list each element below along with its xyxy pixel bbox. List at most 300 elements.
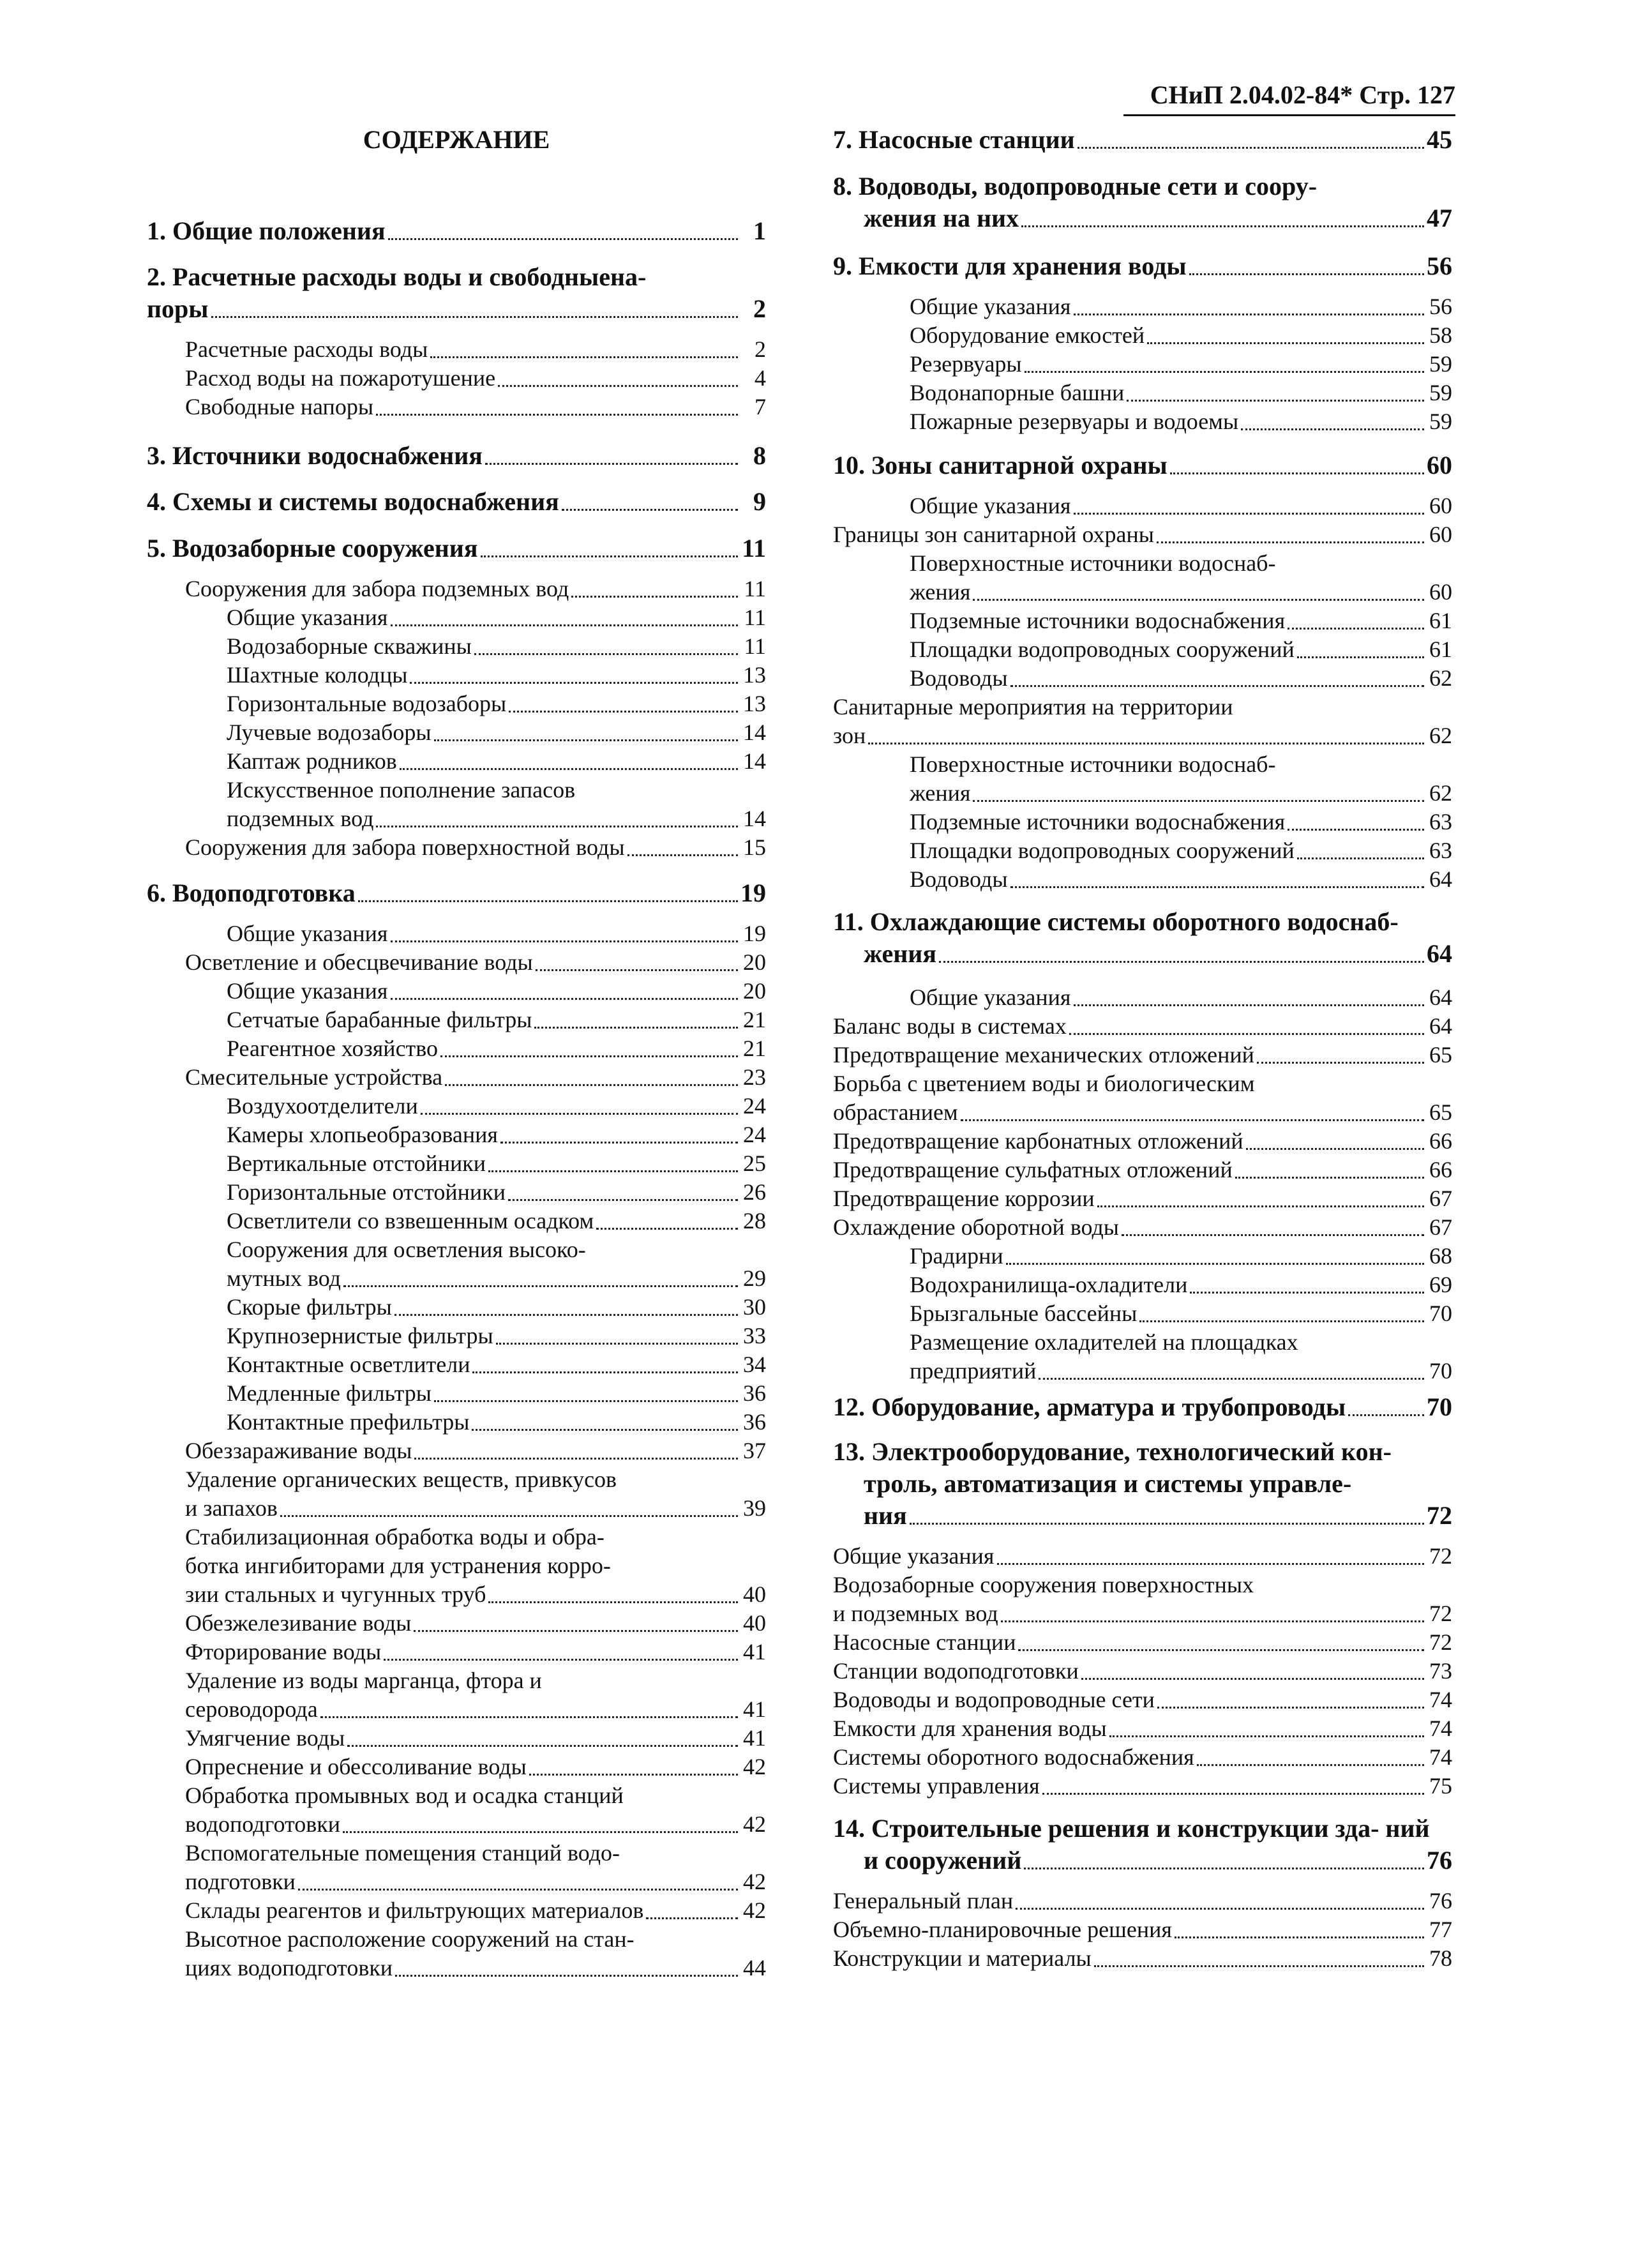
section-6-item-leader-dots <box>488 1170 738 1172</box>
section-6-item-page-number: 21 <box>743 1036 766 1061</box>
section-6-item-leader-dots <box>472 1371 738 1373</box>
section-11-line-2 <box>833 939 1452 969</box>
section-5-item <box>147 804 766 833</box>
section-13-item-page-number: 73 <box>1429 1658 1452 1684</box>
section-6-item-leader-dots <box>536 969 738 971</box>
section-1-leader-dots <box>388 238 738 240</box>
section-6-item-text: Обезжелезивание воды <box>185 1610 412 1636</box>
section-14-item <box>833 1887 1452 1915</box>
section-2-line-2 <box>147 294 766 324</box>
section-13-item-page-number: 72 <box>1429 1629 1452 1655</box>
section-13-item-page-number: 74 <box>1429 1687 1452 1712</box>
section-6-item <box>147 1465 766 1494</box>
section-9-item-leader-dots <box>1127 400 1424 402</box>
section-6-item-leader-dots <box>434 1400 738 1402</box>
section-6-item <box>147 1753 766 1781</box>
section-6-item-leader-dots <box>596 1228 738 1230</box>
section-5-item-page-number: 11 <box>744 605 766 630</box>
section-5-item-leader-dots <box>391 624 739 626</box>
section-6-item-text: подготовки <box>185 1869 296 1894</box>
section-6-item-leader-dots <box>280 1515 738 1517</box>
section-13-item-text: Емкости для хранения воды <box>833 1716 1107 1741</box>
section-2-item-leader-dots <box>376 414 738 416</box>
section-6-item-leader-dots <box>488 1601 738 1603</box>
section-10-item-text: Границы зон санитарной охраны <box>833 522 1154 547</box>
section-14-item-page-number: 77 <box>1429 1917 1452 1942</box>
section-2-item-page-number: 7 <box>755 394 766 419</box>
section-14-item-leader-dots <box>1016 1908 1424 1910</box>
section-5-item-leader-dots <box>474 653 738 655</box>
section-2-line-2-page-number: 2 <box>753 294 766 323</box>
section-6-item <box>147 1810 766 1839</box>
section-10-item-leader-dots <box>973 599 1424 601</box>
section-10-item-text: Площадки водопроводных сооружений <box>910 838 1295 863</box>
section-13-line-3 <box>833 1500 1452 1531</box>
section-6-item-leader-dots <box>500 1142 738 1144</box>
section-10-item-leader-dots <box>1288 628 1424 630</box>
section-6-item-leader-dots <box>384 1659 738 1661</box>
section-9-page-number: 56 <box>1427 252 1452 280</box>
section-11-item-leader-dots <box>1235 1177 1424 1179</box>
section-10-item-leader-dots <box>1288 829 1424 831</box>
section-10 <box>833 450 1452 481</box>
section-8-line-1 <box>833 171 1452 202</box>
section-11-item-text: Градирни <box>910 1243 1003 1269</box>
section-11-item-page-number: 65 <box>1429 1099 1452 1125</box>
section-14-line-1-text: 14. Строительные решения и конструкции зда- ний <box>833 1814 1430 1843</box>
section-6-item <box>147 1092 766 1121</box>
section-6-item <box>147 1121 766 1149</box>
section-5-item-text: Горизонтальные водозаборы <box>227 691 507 716</box>
section-11-item-text: Предотвращение сульфатных отложений <box>833 1157 1233 1182</box>
section-6-item <box>147 1666 766 1695</box>
section-6-item-text: Смесительные устройства <box>185 1064 443 1090</box>
section-5-item-text: Искусственное пополнение запасов <box>227 777 576 803</box>
section-11-item-page-number: 65 <box>1429 1042 1452 1068</box>
section-6 <box>147 878 766 909</box>
section-11-line-2-leader-dots <box>939 961 1424 963</box>
section-6-item-text: Сооружения для осветления высоко- <box>227 1237 586 1262</box>
section-6-item <box>147 1896 766 1925</box>
section-9-item <box>833 379 1452 407</box>
section-5-item-leader-dots <box>400 768 738 770</box>
section-6-item-text: мутных вод <box>227 1265 341 1291</box>
section-13-line-2-text: троль, автоматизация и системы управле- <box>864 1469 1352 1498</box>
section-9-text: 9. Емкости для хранения воды <box>833 252 1187 280</box>
section-14-line-2-leader-dots <box>1024 1868 1424 1869</box>
section-13-item <box>833 1628 1452 1657</box>
section-6-item <box>147 1149 766 1178</box>
section-5-text: 5. Водозаборные сооружения <box>147 534 478 562</box>
section-9-item-text: Пожарные резервуары и водоемы <box>910 409 1239 434</box>
section-10-item <box>833 865 1452 894</box>
section-2-item-page-number: 2 <box>755 336 766 362</box>
section-6-item-leader-dots <box>472 1429 738 1431</box>
section-6-item-leader-dots <box>508 1199 738 1201</box>
section-6-item <box>147 1781 766 1810</box>
section-11-item <box>833 983 1452 1012</box>
section-6-item-text: Контактные осветлители <box>227 1352 470 1377</box>
section-11-item-page-number: 66 <box>1429 1128 1452 1154</box>
section-11-item-text: Предотвращение карбонатных отложений <box>833 1128 1243 1154</box>
section-6-item-text: Склады реагентов и фильтрующих материалов <box>185 1898 644 1923</box>
section-2-line-2-leader-dots <box>211 316 738 318</box>
section-6-item <box>147 919 766 948</box>
section-13-item-page-number: 74 <box>1429 1716 1452 1741</box>
section-5-item-page-number: 13 <box>743 662 766 688</box>
section-13-item <box>833 1714 1452 1743</box>
section-5-item-text: Лучевые водозаборы <box>227 720 432 745</box>
section-1-text: 1. Общие положения <box>147 216 386 245</box>
section-10-item-page-number: 60 <box>1429 493 1452 518</box>
section-6-item-text: Горизонтальные отстойники <box>227 1179 506 1205</box>
section-6-item-page-number: 42 <box>743 1898 766 1923</box>
section-2-item-leader-dots <box>498 385 738 387</box>
section-6-item-text: Удаление из воды марганца, фтора и <box>185 1668 542 1693</box>
section-5-item <box>147 718 766 747</box>
section-6-item-page-number: 21 <box>743 1007 766 1032</box>
section-10-item-page-number: 61 <box>1429 608 1452 633</box>
section-8-line-2-text: жения на них <box>864 204 1019 232</box>
section-11-item-leader-dots <box>1006 1263 1424 1265</box>
section-9-item-text: Оборудование емкостей <box>910 322 1145 348</box>
section-6-item <box>147 1006 766 1034</box>
section-10-item-page-number: 63 <box>1429 838 1452 863</box>
section-10-leader-dots <box>1170 472 1424 474</box>
section-11-item-leader-dots <box>1257 1062 1424 1064</box>
section-14-line-1 <box>833 1813 1452 1844</box>
section-6-item-page-number: 40 <box>743 1610 766 1636</box>
section-6-item <box>147 1350 766 1379</box>
section-6-item-text: циях водоподготовки <box>185 1955 393 1981</box>
section-10-item-text: Площадки водопроводных сооружений <box>910 637 1295 662</box>
section-11-item <box>833 1012 1452 1041</box>
section-2-line-1-text: 2. Расчетные расходы воды и свободные <box>147 262 610 291</box>
section-12 <box>833 1392 1452 1423</box>
section-10-item <box>833 520 1452 549</box>
section-7 <box>833 125 1452 155</box>
section-2-line-1 <box>147 262 766 292</box>
section-9-item-page-number: 59 <box>1429 380 1452 405</box>
section-6-item-text: ботка ингибиторами для устранения корро- <box>185 1553 611 1578</box>
section-11-item <box>833 1271 1452 1299</box>
section-13-item-text: Системы управления <box>833 1773 1040 1799</box>
section-6-item-leader-dots <box>445 1084 738 1086</box>
section-11-item-page-number: 70 <box>1429 1358 1452 1384</box>
section-5-item <box>147 776 766 804</box>
section-10-item-page-number: 60 <box>1429 579 1452 605</box>
section-11-item <box>833 1213 1452 1242</box>
section-11-item-text: Охлаждение оборотной воды <box>833 1214 1119 1240</box>
section-11-item <box>833 1357 1452 1385</box>
section-9 <box>833 251 1452 282</box>
section-13-item <box>833 1686 1452 1714</box>
section-9-item-leader-dots <box>1025 371 1424 373</box>
section-10-item-text: Подземные источники водоснабжения <box>910 809 1286 834</box>
section-5-item-leader-dots <box>509 711 738 713</box>
section-6-item-page-number: 41 <box>743 1639 766 1664</box>
section-10-item <box>833 836 1452 865</box>
section-10-item-text: Общие указания <box>910 493 1071 518</box>
section-11-item-leader-dots <box>1069 1033 1424 1035</box>
section-13-line-3-text: ния <box>864 1501 907 1530</box>
section-6-item-page-number: 29 <box>743 1265 766 1291</box>
section-9-item <box>833 350 1452 379</box>
section-6-item-text: и запахов <box>185 1495 278 1521</box>
section-5-item <box>147 747 766 776</box>
section-10-item-page-number: 60 <box>1429 522 1452 547</box>
section-2-item <box>147 335 766 364</box>
section-7-leader-dots <box>1078 147 1424 149</box>
section-10-item-text: Поверхностные источники водоснаб- <box>910 550 1276 576</box>
section-12-text: 12. Оборудование, арматура и трубопроводы <box>833 1393 1346 1421</box>
section-6-item <box>147 1235 766 1264</box>
section-10-item <box>833 721 1452 750</box>
section-6-item-page-number: 24 <box>743 1122 766 1147</box>
section-6-item-leader-dots <box>320 1716 738 1718</box>
section-10-item-leader-dots <box>1010 685 1424 687</box>
section-5-item-page-number: 14 <box>743 806 766 831</box>
section-6-page-number: 19 <box>740 879 766 907</box>
section-6-item <box>147 1839 766 1868</box>
section-6-item-page-number: 41 <box>743 1725 766 1751</box>
section-11-item-page-number: 69 <box>1429 1272 1452 1297</box>
section-11-item-leader-dots <box>1190 1292 1424 1294</box>
section-11-item-text: обрастанием <box>833 1099 958 1125</box>
section-1 <box>147 216 766 246</box>
section-13-item-page-number: 72 <box>1429 1601 1452 1626</box>
section-6-item-leader-dots <box>391 998 739 1000</box>
section-11-item-page-number: 67 <box>1429 1214 1452 1240</box>
section-5-item <box>147 575 766 603</box>
section-13-item-text: и подземных вод <box>833 1601 998 1626</box>
section-6-item-text: Воздухоотделители <box>227 1093 418 1119</box>
section-11-item-leader-dots <box>1039 1378 1424 1380</box>
section-14-item <box>833 1915 1452 1944</box>
section-6-item-leader-dots <box>394 1314 738 1316</box>
section-6-item-page-number: 30 <box>743 1294 766 1320</box>
section-2-item-leader-dots <box>430 356 738 358</box>
section-6-item-page-number: 42 <box>743 1869 766 1894</box>
section-11-item <box>833 1242 1452 1271</box>
section-11-item-text: предприятий <box>910 1358 1037 1384</box>
section-7-page-number: 45 <box>1427 125 1452 154</box>
section-10-item-leader-dots <box>1074 513 1425 515</box>
section-11-item-text: Общие указания <box>910 985 1071 1010</box>
section-2-item <box>147 393 766 421</box>
section-10-item-leader-dots <box>1010 886 1424 888</box>
section-11-item <box>833 1156 1452 1184</box>
section-6-item <box>147 1408 766 1437</box>
section-10-item-page-number: 61 <box>1429 637 1452 662</box>
section-14-item-page-number: 78 <box>1429 1945 1452 1971</box>
section-5-item-page-number: 13 <box>743 691 766 716</box>
section-5-item-text: Сооружения для забора подземных вод <box>185 576 569 601</box>
section-11-item <box>833 1299 1452 1328</box>
section-10-item <box>833 578 1452 607</box>
section-6-text: 6. Водоподготовка <box>147 879 356 907</box>
section-13-line-3-page-number: 72 <box>1427 1501 1452 1530</box>
section-6-item-leader-dots <box>414 1458 738 1460</box>
section-9-item <box>833 292 1452 321</box>
section-6-item-text: Камеры хлопьеобразования <box>227 1122 498 1147</box>
section-11-line-1-text: 11. Охлаждающие системы оборотного водоснаб- <box>833 907 1399 936</box>
section-13-item-text: Общие указания <box>833 1543 995 1569</box>
section-10-item <box>833 549 1452 578</box>
section-2-item-page-number: 4 <box>755 365 766 391</box>
section-8-line-2-page-number: 47 <box>1427 204 1452 232</box>
section-6-item <box>147 1724 766 1753</box>
section-10-item <box>833 750 1452 779</box>
section-13-item-text: Насосные станции <box>833 1629 1016 1655</box>
section-11-item <box>833 1098 1452 1127</box>
section-6-item-page-number: 36 <box>743 1409 766 1435</box>
section-11-item-leader-dots <box>961 1119 1424 1121</box>
section-5-item <box>147 632 766 661</box>
section-10-item-text: Подземные источники водоснабжения <box>910 608 1286 633</box>
section-6-item <box>147 1207 766 1235</box>
section-6-item <box>147 1609 766 1638</box>
section-4-text: 4. Схемы и системы водоснабжения <box>147 487 559 516</box>
section-13-item-text: Водозаборные сооружения поверхностных <box>833 1572 1254 1597</box>
section-6-item <box>147 1063 766 1092</box>
section-6-item <box>147 1293 766 1322</box>
section-11-item-text: Брызгальные бассейны <box>910 1301 1138 1326</box>
section-10-item-leader-dots <box>868 743 1424 744</box>
section-4-page-number: 9 <box>753 487 766 516</box>
section-6-item-text: Осветлители со взвешенным осадком <box>227 1208 594 1234</box>
section-11-item-leader-dots <box>1122 1234 1424 1236</box>
section-11-item-page-number: 64 <box>1429 1013 1452 1039</box>
section-11-item-leader-dots <box>1139 1320 1424 1322</box>
section-6-item-text: Умягчение воды <box>185 1725 345 1751</box>
section-6-item-page-number: 44 <box>743 1955 766 1981</box>
section-11-item-text: Размещение охладителей на площадках <box>910 1329 1298 1355</box>
section-6-item-text: Крупнозернистые фильтры <box>227 1323 493 1348</box>
section-5-item-text: Водозаборные скважины <box>227 633 472 659</box>
section-3-leader-dots <box>485 463 738 465</box>
section-2-line-2-text: поры <box>147 294 209 323</box>
section-6-item <box>147 1178 766 1207</box>
section-11-item <box>833 1127 1452 1156</box>
section-5-page-number: 11 <box>742 534 766 562</box>
section-13-item-page-number: 72 <box>1429 1543 1452 1569</box>
section-11-line-2-page-number: 64 <box>1427 939 1452 968</box>
section-13-item-leader-dots <box>1081 1678 1424 1680</box>
section-6-item-text: Обработка промывных вод и осадка станций <box>185 1783 624 1808</box>
section-6-item <box>147 1264 766 1293</box>
section-10-item <box>833 693 1452 721</box>
section-11-item-text: Предотвращение механических отложений <box>833 1042 1254 1068</box>
section-11-line-1 <box>833 907 1452 937</box>
section-10-item-page-number: 64 <box>1429 866 1452 892</box>
section-11-item-text: Водохранилища-охладители <box>910 1272 1188 1297</box>
section-13-item <box>833 1599 1452 1628</box>
section-9-item-leader-dots <box>1074 313 1425 315</box>
section-6-item-text: Общие указания <box>227 978 388 1004</box>
section-6-item-page-number: 20 <box>743 949 766 975</box>
section-6-item <box>147 1638 766 1666</box>
section-5-item-leader-dots <box>571 596 738 598</box>
section-10-item-text: Санитарные мероприятия на территории <box>833 694 1233 720</box>
section-4 <box>147 487 766 517</box>
section-13-item-leader-dots <box>1197 1764 1424 1766</box>
section-5-item-leader-dots <box>434 739 738 741</box>
section-12-page-number: 70 <box>1427 1393 1452 1421</box>
section-2-item-text: Расчетные расходы воды <box>185 336 428 362</box>
section-13-item <box>833 1772 1452 1800</box>
section-13-line-2 <box>833 1468 1452 1499</box>
section-6-item <box>147 948 766 977</box>
section-9-item <box>833 321 1452 350</box>
section-10-text: 10. Зоны санитарной охраны <box>833 451 1168 479</box>
section-13-item-page-number: 74 <box>1429 1744 1452 1770</box>
section-10-item-text: жения <box>910 780 971 806</box>
section-6-item-leader-dots <box>391 940 739 942</box>
section-6-item <box>147 1868 766 1896</box>
section-14-line-2-page-number: 76 <box>1427 1846 1452 1875</box>
section-6-item-text: Общие указания <box>227 921 388 946</box>
section-10-item-text: Водоводы <box>910 665 1008 691</box>
section-6-item-page-number: 33 <box>743 1323 766 1348</box>
section-6-item <box>147 1034 766 1063</box>
section-10-item-page-number: 62 <box>1429 723 1452 748</box>
section-13-item <box>833 1571 1452 1599</box>
section-5-item <box>147 833 766 862</box>
section-9-item-text: Резервуары <box>910 351 1022 377</box>
section-6-item-leader-dots <box>395 1975 738 1977</box>
section-14-item-page-number: 76 <box>1429 1888 1452 1914</box>
section-6-item-page-number: 36 <box>743 1380 766 1406</box>
section-10-item-text: Водоводы <box>910 866 1008 892</box>
section-11-item <box>833 1069 1452 1098</box>
section-13-line-3-leader-dots <box>910 1523 1424 1525</box>
section-6-item <box>147 977 766 1006</box>
section-6-item-page-number: 28 <box>743 1208 766 1234</box>
section-6-item <box>147 1322 766 1350</box>
section-13-item-leader-dots <box>1018 1649 1424 1651</box>
section-13-item-leader-dots <box>1001 1620 1424 1622</box>
section-8-line-2 <box>833 203 1452 234</box>
section-6-item <box>147 1954 766 1982</box>
section-6-item-text: Вспомогательные помещения станций водо- <box>185 1840 620 1866</box>
section-8-line-1-text: 8. Водоводы, водопроводные сети и соору- <box>833 172 1318 200</box>
section-10-item-text: жения <box>910 579 971 605</box>
section-5-item-page-number: 11 <box>744 633 766 659</box>
section-2-line-1-hyphen-tail: на- <box>610 262 647 291</box>
section-5-item-page-number: 14 <box>743 748 766 774</box>
section-5-item-text: Шахтные колодцы <box>227 662 408 688</box>
section-5-item <box>147 603 766 632</box>
section-10-item-leader-dots <box>1297 656 1424 658</box>
section-6-item-page-number: 42 <box>743 1754 766 1779</box>
section-6-item-page-number: 24 <box>743 1093 766 1119</box>
section-10-item-leader-dots <box>973 800 1424 802</box>
section-6-item-text: Стабилизационная обработка воды и обра- <box>185 1524 604 1550</box>
section-6-item <box>147 1523 766 1551</box>
section-11-item-leader-dots <box>1074 1004 1425 1006</box>
section-11-item-page-number: 70 <box>1429 1301 1452 1326</box>
section-10-page-number: 60 <box>1427 451 1452 479</box>
section-2-item-text: Свободные напоры <box>185 394 374 419</box>
section-6-item <box>147 1437 766 1465</box>
section-6-item-page-number: 19 <box>743 921 766 946</box>
section-11-item <box>833 1184 1452 1213</box>
section-6-item-page-number: 20 <box>743 978 766 1004</box>
section-5-item-leader-dots <box>627 854 738 856</box>
section-6-item-leader-dots <box>414 1630 738 1632</box>
section-5-leader-dots <box>481 555 739 557</box>
